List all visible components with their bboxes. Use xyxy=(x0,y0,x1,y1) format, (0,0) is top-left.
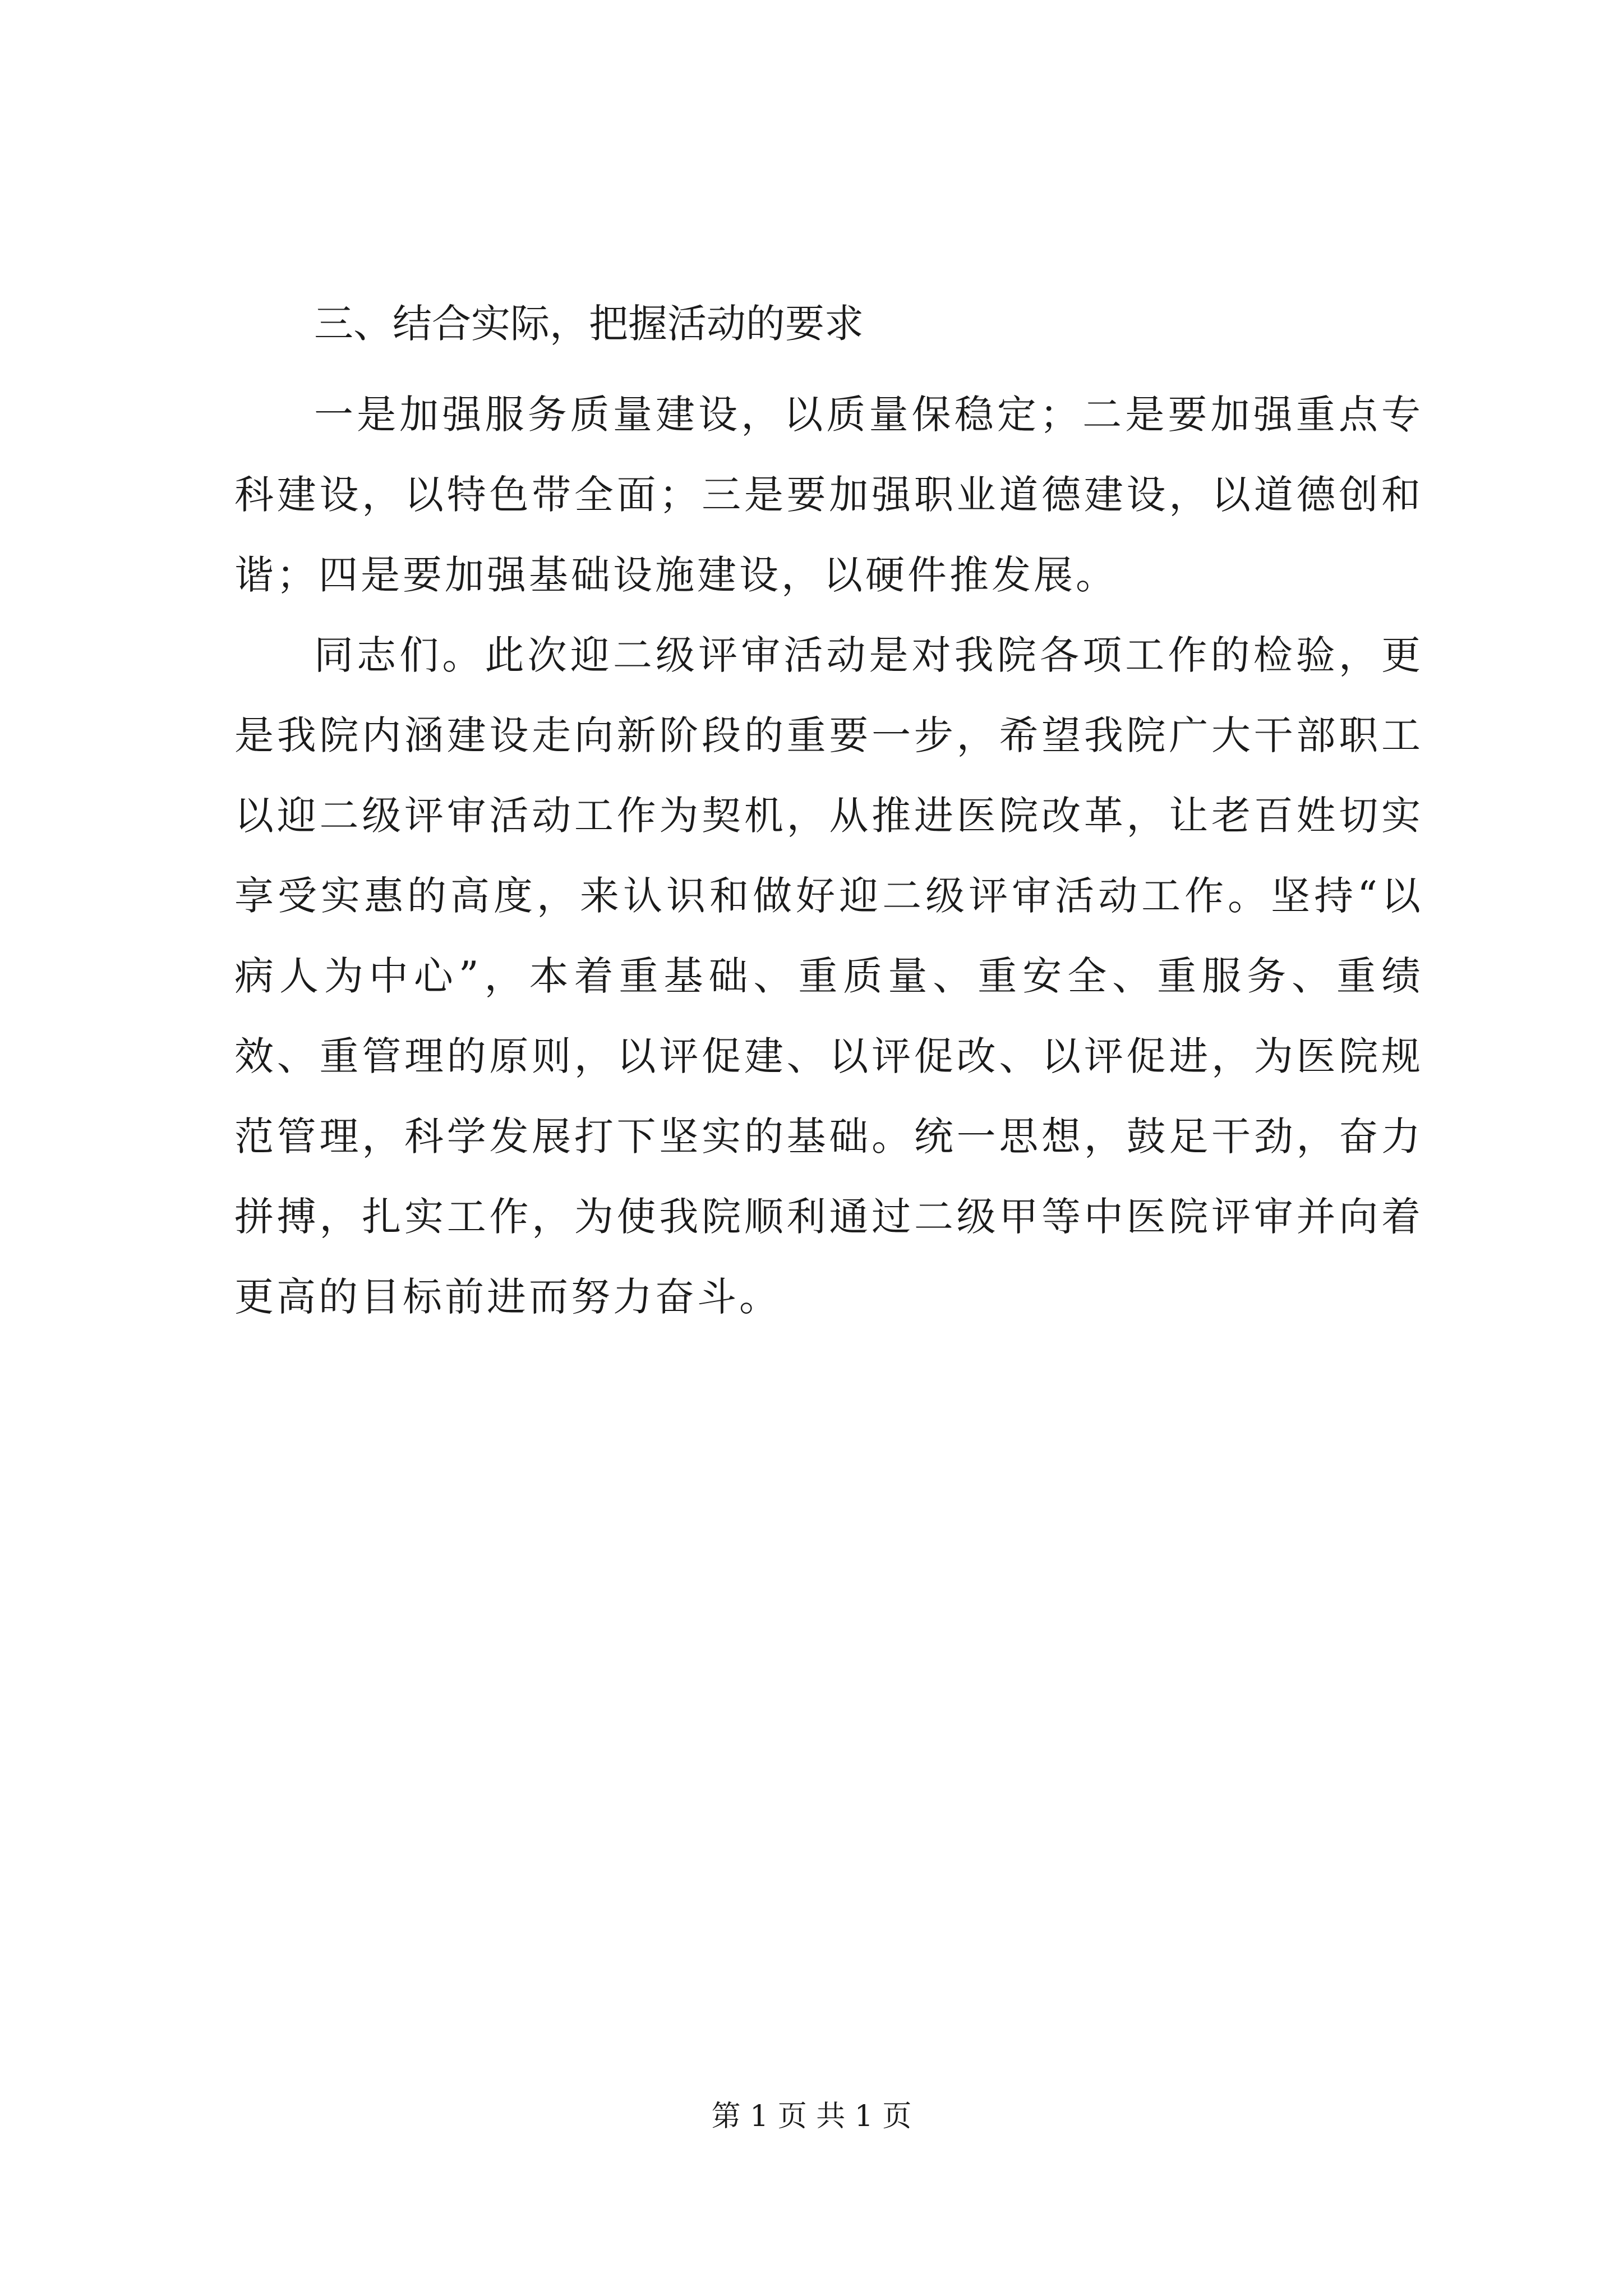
paragraph-requirements: 一是加强服务质量建设，以质量保稳定；二是要加强重点专科建设，以特色带全面；三是要加强职业道德建设，以道德创和谐；四是要加强基础设施建设，以硬件推发展。 xyxy=(234,392,1423,598)
page-footer: 第 1 页 共 1 页 xyxy=(711,2100,912,2133)
document-body xyxy=(234,295,1423,1337)
section-heading: 三、结合实际，把握活动的要求 xyxy=(314,301,864,347)
paragraph-closing-remarks: 同志们。此次迎二级评审活动是对我院各项工作的检验，更是我院内涵建设走向新阶段的重要一步，希望我院广大干部职工以迎二级评审活动工作为契机，从推进医院改革，让老百姓切实享受实惠的高度，来认识和做好迎二级评审活动工作。坚持“以病人为中心”，本着重基础、重质量、重安全、重服务、重绩效、重管理的原则，以评促建、以评促改、以评促进，为医院规范管理，科学发展打下坚实的基础。统一思想，鼓足干劲，奋力拼搏，扎实工作，为使我院顺利通过二级甲等中医院评审并向着更高的目标前进而努力奋斗。 xyxy=(234,632,1423,1320)
